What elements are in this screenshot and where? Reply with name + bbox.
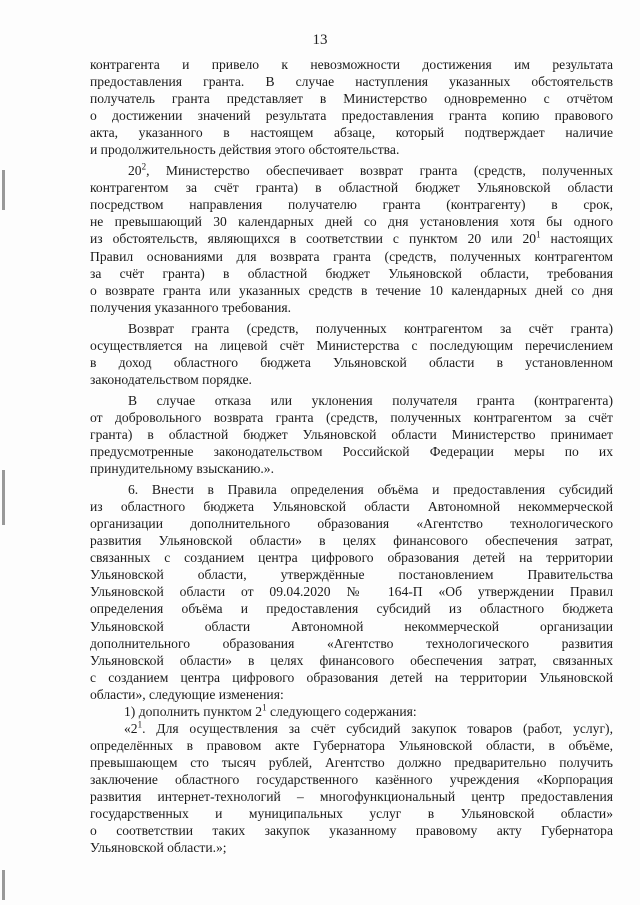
text-line: развития интернет-технологий – многофункциональный центр предоставления [90,788,613,804]
text-line: контрагентом за счёт гранта) в областной бюджет Ульяновской области [90,180,613,196]
text-line: с созданием центра цифрового образования детей на территории Ульяновской [90,669,613,685]
text-line: в доход областного бюджета Ульяновской области в установленном [90,354,613,370]
text-line: Правил основаниями для возврата гранта (средств, полученных контрагентом [90,248,613,264]
text-line: о достижении значений результата предоставления гранта копию правового [90,108,613,124]
text-line: принудительному взысканию.». [90,461,275,477]
text-line: связанных с созданием центра цифрового образования детей на территории [90,550,613,566]
scan-edge-mark [2,870,5,900]
text-line: заключение областного государственного казённого учреждения «Корпорация [90,771,613,787]
text-line: и продолжительность действия этого обстоятельства. [90,142,400,158]
text-line: из обстоятельств, являющихся в соответствии с пунктом 20 или $20^1$ настоящих [90,230,613,247]
text-line: получения указанного требования. [90,299,292,315]
text-line: организации дополнительного образования «Агентство технологического [90,516,613,532]
text-line: законодательством порядке. [90,371,252,387]
text-line: Возврат гранта (средств, полученных контрагентом за счёт гранта) [128,320,613,336]
text-line: осуществляется на лицевой счёт Министерства с последующим перечислением [90,337,613,353]
text-line: дополнительного образования «Агентство технологического развития [90,635,613,651]
text-line: В случае отказа или уклонения получателя гранта (контрагента) [128,392,613,408]
text-line: Ульяновской области Автономной некоммерческой организации [90,618,613,634]
text-line: Ульяновской области, утверждённые постановлением Правительства [90,567,613,583]
text-line: предусмотренные законодательством Российской Федерации меры по их [90,444,613,460]
text-line: из областного бюджета Ульяновской области Автономной некоммерческой [90,499,613,515]
text-line: превышающем сто тысяч рублей, Агентство должно предварительно получить [90,754,613,770]
text-line: государственных и муниципальных услуг в Ульяновской области» [90,806,613,822]
text-line: «$2^1$. Для осуществления за счёт субсидий закупок товаров (работ, услуг), [124,719,613,736]
text-line: получатель гранта представляет в Министерство одновременно с отчётом [90,91,613,107]
scan-edge-mark [2,470,5,525]
text-line: гранта) в областной бюджет Ульяновской области Министерство принимает [90,426,613,442]
text-line: не превышающий 30 календарных дней со дня установления хотя бы одного [90,214,613,230]
text-line: определённых в правовом акте Губернатора Ульяновской области, в объёме, [90,737,613,753]
document-body [90,56,613,856]
text-line: $20^2$, Министерство обеспечивает возврат гранта (средств, полученных [128,162,613,179]
text-line: области», следующие изменения: [90,686,284,702]
text-line: посредством направления получателю гранта (контрагенту) в срок, [90,197,613,213]
text-line: о соответствии таких закупок указанному правовому акту Губернатора [90,823,613,839]
text-line: 6. Внести в Правила определения объёма и предоставления субсидий [128,482,613,498]
text-line: Ульяновской области» в целях финансового обеспечения затрат, связанных [90,652,613,668]
text-line: определения объёма и предоставления субсидий из областного бюджета [90,601,613,617]
text-line: от добровольного возврата гранта (средств, полученных контрагентом за счёт [90,409,613,425]
text-line: акта, указанного в настоящем абзаце, который подтверждает наличие [90,125,613,141]
text-line: о возврате гранта или указанных средств в течение 10 календарных дней со дня [90,282,613,298]
text-line: 1) дополнить пунктом $2^1$ следующего содержания: [124,702,417,719]
text-line: контрагента и привело к невозможности достижения им результата [90,57,613,72]
text-line: за счёт гранта) в областной бюджет Ульяновской области, требования [90,265,613,281]
page-number: 13 [312,32,328,48]
scan-edge-mark [2,170,5,210]
text-line: развития Ульяновской области» в целях финансового обеспечения затрат, [90,533,613,549]
text-line: Ульяновской области от 09.04.2020 № 164-П «Об утверждении Правил [90,584,613,600]
text-line: предоставления гранта. В случае наступления указанных обстоятельств [90,74,613,90]
text-line: Ульяновской области.»; [90,840,227,856]
